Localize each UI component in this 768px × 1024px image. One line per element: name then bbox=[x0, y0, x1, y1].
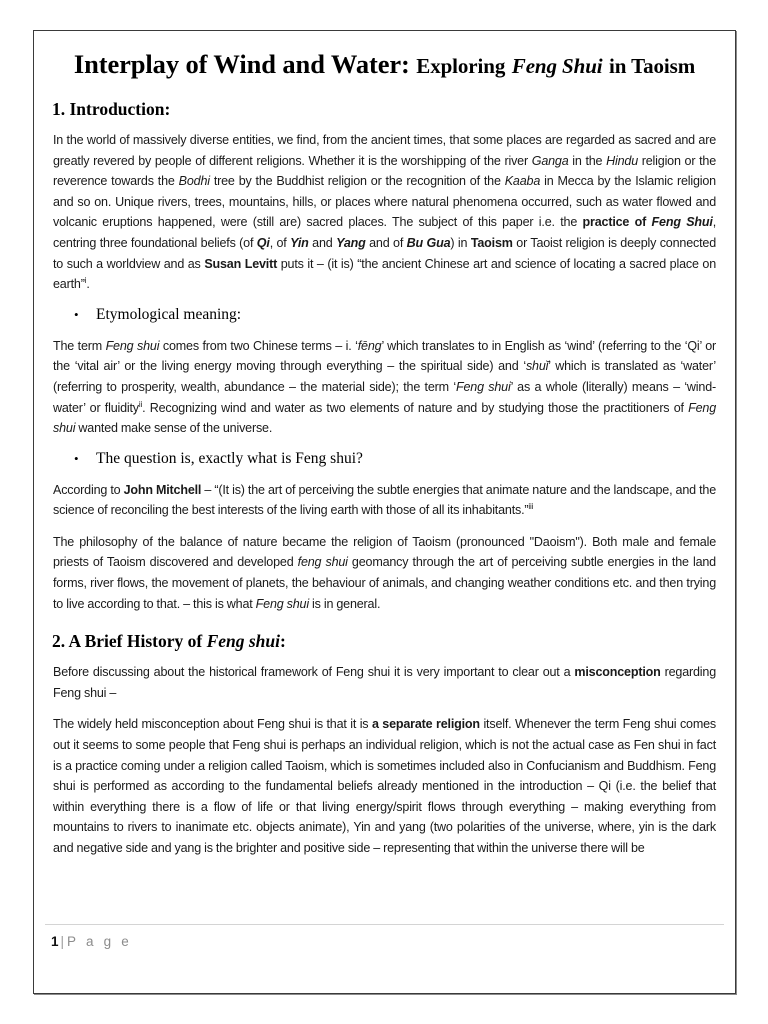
text-run: According to bbox=[53, 482, 124, 497]
text-run: ’ which translates to in English as ‘wind’ (referring to the ‘Qi’ or the ‘vital air’ or the living energy moving through everything – the spiritual side) and ‘ bbox=[53, 338, 717, 374]
page-title-sub-italic: Feng Shui bbox=[511, 54, 603, 78]
term-hindu: Hindu bbox=[606, 153, 638, 168]
text-run: . bbox=[86, 277, 90, 292]
bullet-dot-icon: • bbox=[74, 450, 79, 466]
text-run: Before discussing about the historical framework of Feng shui it is very important to clear out a bbox=[53, 665, 575, 680]
emphasis-feng-shui: Feng Shui bbox=[651, 215, 713, 230]
text-run: , centring three foundational beliefs (of bbox=[53, 215, 716, 250]
emphasis-separate-religion: a separate religion bbox=[371, 717, 480, 732]
footer-page-number: 1 bbox=[51, 934, 59, 949]
section-heading-post: : bbox=[280, 631, 286, 652]
text-run: , of bbox=[269, 235, 291, 250]
emphasis-practice-of: practice of bbox=[582, 215, 652, 230]
emphasis-misconception: misconception bbox=[574, 665, 661, 680]
page-title-sub-pre: Exploring bbox=[416, 54, 506, 78]
footnote-marker-i: i bbox=[84, 275, 87, 285]
footer-divider bbox=[45, 924, 724, 925]
text-run: The widely held misconception about Feng shui is that it is bbox=[53, 717, 372, 732]
document-page bbox=[33, 30, 736, 994]
term-taoism: Taoism bbox=[470, 235, 513, 250]
bullet-dot-icon: • bbox=[74, 306, 79, 322]
footer-page-word: P a g e bbox=[67, 934, 132, 949]
footer-separator: | bbox=[60, 934, 65, 949]
term-feng-shui: Feng shui bbox=[53, 400, 716, 436]
citation-susan-levitt: Susan Levitt bbox=[204, 256, 278, 271]
text-run: – “(It is) the art of perceiving the subtle energies that animate nature and the landscape, and the science of reconciling the best interests of the living earth with those of all its inhabitants.” bbox=[53, 482, 716, 518]
bullet-etymological-meaning bbox=[45, 306, 724, 324]
text-run: regarding Feng shui – bbox=[53, 665, 716, 700]
text-run: puts it – (it is) “the ancient Chinese art and science of locating a sacred place on earth” bbox=[53, 256, 716, 292]
bullet-the-question-is bbox=[45, 450, 724, 468]
text-run: itself. Whenever the term Feng shui comes out it seems to some people that Feng shui is perhaps an individual religion, which is not the actual case as Fen shui in fact is a practice coming under a religion called Taoism, which is sometimes included also in Confucianism and Buddhism. Feng shui is performed as according to the fundamental beliefs already mentioned in the introduction – Qi (i.e. the belief that within everything there is a flow of life or that living energy/spirit flows through everything – making everything from mountains to rivers to inanimate etc. objects animate), Yin and yang (two polarities of the universe, where, yin is the dark and negative side and yang is the brighter and positive side – representing that within the universe there will be bbox=[53, 717, 717, 855]
text-run: ’ which is translated as ‘water’ (referring to prosperity, wealth, abundance – the material side); the term ‘ bbox=[53, 359, 716, 394]
citation-john-mitchell: John Mitchell bbox=[123, 482, 202, 497]
paragraph-taoism-philosophy bbox=[53, 532, 716, 614]
footer-page-label bbox=[45, 934, 724, 949]
text-run: comes from two Chinese terms – i. ‘ bbox=[159, 338, 358, 353]
term-bu-gua: Bu Gua bbox=[406, 235, 451, 250]
term-feng-shui: Feng shui bbox=[255, 596, 309, 611]
section-heading-introduction bbox=[52, 99, 724, 120]
page-title-main: Interplay of Wind and Water: bbox=[73, 49, 410, 79]
page-title-sub-post: in Taoism bbox=[609, 54, 696, 78]
text-run: . Recognizing wind and water as two elements of nature and by studying those the practitioners of bbox=[142, 400, 689, 415]
bullet-label: Etymological meaning: bbox=[96, 305, 242, 323]
paragraph-misconception-detail bbox=[53, 714, 716, 858]
text-run: is in general. bbox=[308, 596, 381, 611]
text-run: and bbox=[308, 235, 337, 250]
term-shui: shuǐ bbox=[525, 359, 549, 374]
term-feng-shui: Feng shui bbox=[455, 379, 511, 394]
text-run: The philosophy of the balance of nature became the religion of Taoism (pronounced "Daoism"). Both male and female priests of Taoism discovered and developed bbox=[53, 534, 716, 570]
page-footer bbox=[45, 924, 724, 949]
text-run: In the world of massively diverse entities, we find, from the ancient times, that some places are regarded as sacred and are greatly revered by people of different religions. Whether it is the worshipping of the river bbox=[53, 132, 716, 168]
text-run: ’ as a whole (literally) means – ‘wind-water’ or fluidity bbox=[53, 379, 717, 415]
section-heading-number: 2. bbox=[52, 631, 66, 652]
term-kaaba: Kaaba bbox=[504, 174, 541, 189]
term-ganga: Ganga bbox=[531, 153, 569, 168]
text-run: or Taoist religion is deeply connected to such a worldview and as bbox=[53, 235, 716, 271]
term-feng-shui: feng shui bbox=[297, 555, 348, 570]
page-content-area bbox=[34, 31, 735, 993]
bullet-label: The question is, exactly what is Feng shui? bbox=[96, 449, 363, 467]
paragraph-introduction bbox=[53, 130, 716, 295]
term-yang: Yang bbox=[336, 235, 366, 250]
section-heading-brief-history bbox=[52, 631, 724, 652]
text-run: geomancy through the art of perceiving subtle energies in the land forms, river flows, the movement of planets, the behaviour of animals, and changing weather conditions etc. and then trying to live according to that. – this is what bbox=[53, 555, 716, 611]
text-run: in Mecca by the Islamic religion and so on. Unique rivers, trees, mountains, hills, or places where natural phenomena occurred, such as water flowed and volcanic eruptions happened, were (still are) sacred places. The subject of this paper i.e. the bbox=[53, 174, 716, 230]
paragraph-misconception-intro bbox=[53, 662, 716, 703]
term-yin: Yin bbox=[290, 235, 309, 250]
paragraph-etymology bbox=[53, 336, 716, 439]
footnote-marker-ii: ii bbox=[138, 399, 143, 409]
text-run: and of bbox=[365, 235, 407, 250]
footnote-marker-iii: iii bbox=[528, 502, 534, 512]
term-qi: Qi bbox=[256, 235, 270, 250]
text-run: ) in bbox=[450, 235, 471, 250]
term-bodhi: Bodhi bbox=[178, 174, 210, 189]
text-run: tree by the Buddhist religion or the recognition of the bbox=[209, 174, 505, 189]
term-feng-shui: Feng shui bbox=[105, 338, 160, 353]
section-heading-pre: A Brief History of bbox=[68, 631, 203, 652]
text-run: wanted make sense of the universe. bbox=[75, 421, 273, 436]
paragraph-john-mitchell-quote bbox=[53, 480, 716, 521]
text-run: The term bbox=[53, 338, 106, 353]
page-title bbox=[47, 47, 722, 82]
text-run: religion or the reverence towards the bbox=[53, 153, 716, 189]
section-heading-introduction-label: 1. Introduction: bbox=[52, 98, 171, 119]
section-heading-italic: Feng shui bbox=[206, 631, 281, 652]
term-feng: fēng bbox=[357, 338, 382, 353]
text-run: in the bbox=[568, 153, 607, 168]
